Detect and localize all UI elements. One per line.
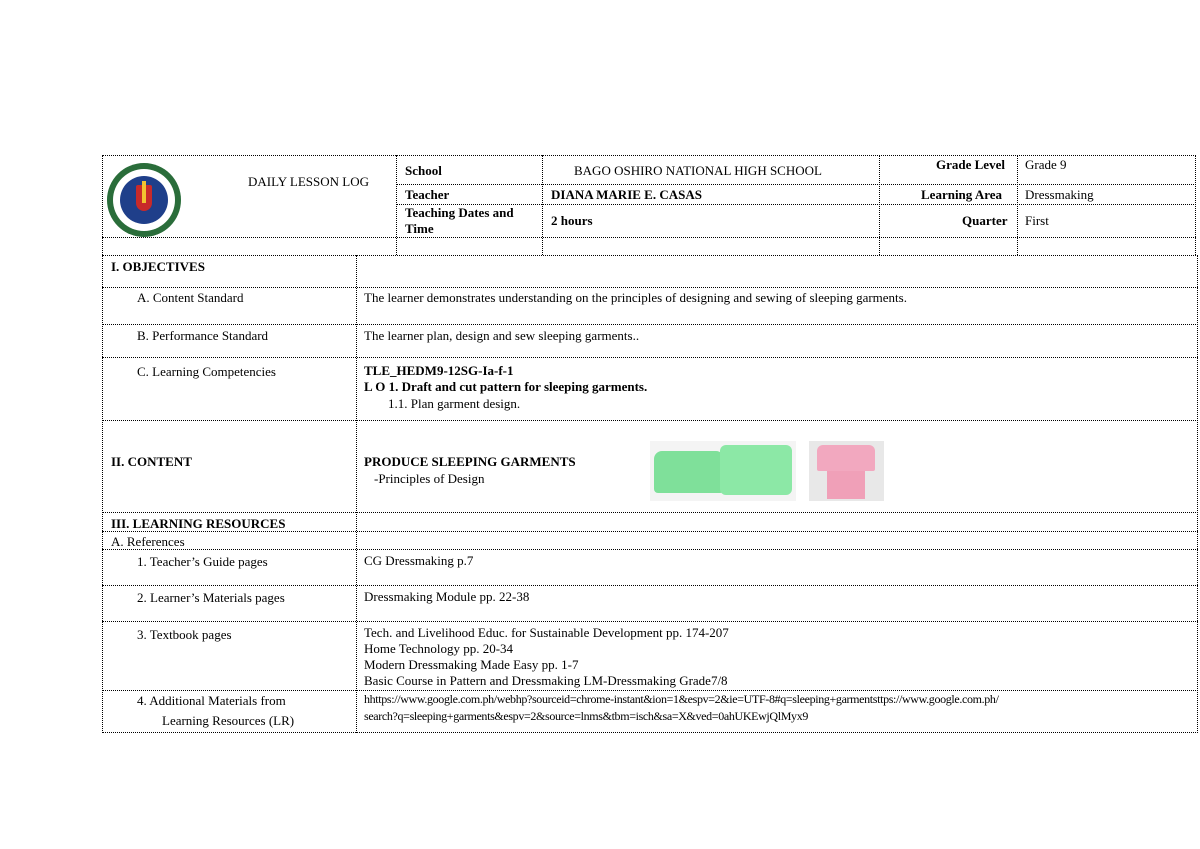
- dates-label-line1: Teaching Dates and: [405, 205, 514, 220]
- school-label: School: [405, 163, 442, 178]
- teacher-value: DIANA MARIE E. CASAS: [551, 187, 702, 202]
- deped-seal-logo: [107, 163, 181, 237]
- performance-standard-label: B. Performance Standard: [137, 328, 269, 343]
- additional-materials-link-line1[interactable]: hhttps://www.google.com.ph/webhp?sourceid=chrome-instant&ion=1&espv=2&ie=UTF-8#q=sleeping+garmentsttps://www.google.com.ph/: [364, 692, 999, 706]
- school-value: BAGO OSHIRO NATIONAL HIGH SCHOOL: [574, 163, 822, 178]
- row-divider: [102, 531, 1198, 532]
- col-divider: [356, 255, 357, 733]
- col-divider: [542, 155, 543, 255]
- row-divider: [102, 287, 1198, 288]
- resources-heading: III. LEARNING RESOURCES: [111, 516, 286, 531]
- learners-materials-label: 2. Learner’s Materials pages: [137, 590, 285, 605]
- row-divider: [102, 512, 1198, 513]
- teachers-guide-value: CG Dressmaking p.7: [364, 553, 474, 568]
- pink-pajamas-image: [809, 441, 884, 501]
- textbook-entry: Modern Dressmaking Made Easy pp. 1-7: [364, 657, 579, 672]
- objectives-heading: I. OBJECTIVES: [111, 259, 205, 274]
- row-divider: [102, 549, 1198, 550]
- quarter-value: First: [1025, 213, 1049, 228]
- additional-materials-link-line2[interactable]: search?q=sleeping+garments&espv=2&source=lnms&tbm=isch&sa=X&ved=0ahUKEwjQlMyx9: [364, 709, 808, 723]
- col-divider: [396, 155, 397, 255]
- row-divider: [102, 255, 1198, 256]
- additional-materials-label-line1: 4. Additional Materials from: [137, 693, 286, 708]
- learning-objective: L O 1. Draft and cut pattern for sleeping garments.: [364, 379, 648, 394]
- row-divider: [102, 237, 1196, 238]
- learning-competencies-label: C. Learning Competencies: [137, 364, 276, 379]
- content-heading: II. CONTENT: [111, 454, 192, 469]
- learners-materials-value: Dressmaking Module pp. 22-38: [364, 589, 530, 604]
- additional-materials-label-line2: Learning Resources (LR): [162, 713, 295, 728]
- textbook-entry: Home Technology pp. 20-34: [364, 641, 514, 656]
- table-border-right: [1195, 155, 1196, 255]
- row-divider: [102, 585, 1198, 586]
- row-divider: [102, 324, 1198, 325]
- textbook-entry: Basic Course in Pattern and Dressmaking LM-Dressmaking Grade7/8: [364, 673, 728, 688]
- learning-area-value: Dressmaking: [1025, 187, 1094, 202]
- green-pajamas-image: [650, 441, 796, 501]
- textbook-label: 3. Textbook pages: [137, 627, 232, 642]
- dates-label-line2: Time: [405, 221, 434, 236]
- quarter-label: Quarter: [962, 213, 1008, 228]
- log-title: DAILY LESSON LOG: [248, 174, 369, 189]
- competency-code: TLE_HEDM9-12SG-Ia-f-1: [364, 363, 514, 378]
- row-divider: [396, 204, 1196, 205]
- row-divider: [102, 357, 1198, 358]
- grade-level-label: Grade Level: [936, 157, 1005, 172]
- references-label: A. References: [111, 534, 185, 549]
- row-divider: [102, 420, 1198, 421]
- teachers-guide-label: 1. Teacher’s Guide pages: [137, 554, 268, 569]
- dates-value: 2 hours: [551, 213, 593, 228]
- col-divider: [1017, 155, 1018, 255]
- content-standard-label: A. Content Standard: [137, 290, 244, 305]
- row-divider: [396, 184, 1196, 185]
- table-border-bottom: [102, 732, 1198, 733]
- learning-subobjective: 1.1. Plan garment design.: [388, 396, 521, 411]
- table-border-right: [1197, 255, 1198, 733]
- content-title: PRODUCE SLEEPING GARMENTS: [364, 454, 576, 469]
- performance-standard-value: The learner plan, design and sew sleeping garments..: [364, 328, 640, 343]
- row-divider: [102, 690, 1198, 691]
- content-subtitle: -Principles of Design: [374, 471, 485, 486]
- table-border-top: [102, 155, 1196, 156]
- content-standard-value: The learner demonstrates understanding on the principles of designing and sewing of sleeping garments.: [364, 290, 907, 305]
- row-divider: [102, 621, 1198, 622]
- teacher-label: Teacher: [405, 187, 450, 202]
- table-border-left: [102, 155, 103, 733]
- grade-level-value: Grade 9: [1025, 157, 1067, 172]
- col-divider: [879, 155, 880, 255]
- learning-area-label: Learning Area: [921, 187, 1003, 202]
- textbook-entry: Tech. and Livelihood Educ. for Sustainable Development pp. 174-207: [364, 625, 729, 640]
